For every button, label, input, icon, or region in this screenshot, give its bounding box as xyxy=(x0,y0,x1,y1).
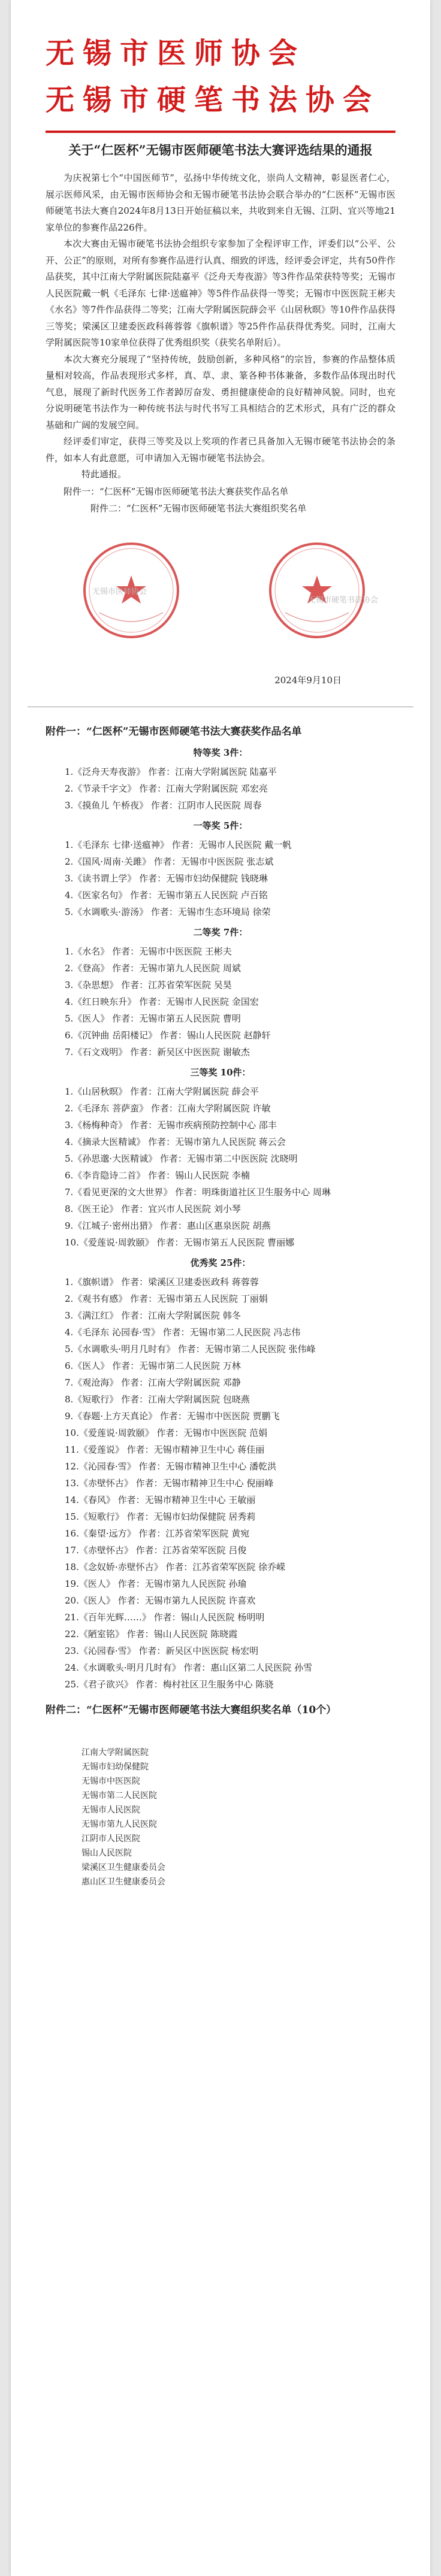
seal-area xyxy=(46,535,395,672)
organization-award-item: 无锡市中医医院 xyxy=(81,1776,140,1786)
notice-paragraph: 本次大赛由无锡市硬笔书法协会组织专家参加了全程评审工作，评委们以“公平、公开、公正”的原则，对所有参赛作品进行认真、细致的评选，经评委会评定，共有50件作品获奖，其中江南大学附属医院陆嘉平《泛舟天寿夜游》等3件作品荣获特等奖；无锡市人民医院戴一帆《毛泽东 七律·送瘟神》等5件作品获得一等奖；无锡市中医医院王彬夫《水名》等7件作品获得二等奖；江南大学附属医院薛会平《山居秋暝》等10件作品获得三等奖；梁溪区卫建委医政科蒋蓉蓉《旗帜谱》等25件作品获得优秀奖。同时，江南大学附属医院等10家单位获得了优秀组织奖（获奖名单附后）。 xyxy=(46,238,395,348)
org-name-line-2: 无锡市硬笔书法协会 xyxy=(46,83,380,117)
header-red-rule xyxy=(46,131,395,133)
seal-caption-1: 无锡市医师协会 xyxy=(92,587,147,596)
award-entry: 7.《石文戏明》 作者：新吴区中医医院 谢敏杰 xyxy=(65,1046,250,1057)
award-entry: 18.《念奴娇·赤壁怀古》 作者：江苏省荣军医院 徐乔嵘 xyxy=(65,1561,286,1572)
award-entry: 5.《水调歌头·明月几时有》 作者：无锡市第二人民医院 张伟峰 xyxy=(65,1343,316,1354)
award-entry: 22.《陋室铭》 作者：锡山人民医院 陈晓霞 xyxy=(65,1628,238,1639)
org-name-line-1: 无锡市医师协会 xyxy=(46,37,306,70)
seal-caption-2: 无锡市硬笔书法协会 xyxy=(308,595,379,605)
award-entry: 7.《看见更深的文大世界》 作者：明珠街道社区卫生服务中心 周琳 xyxy=(65,1186,331,1198)
award-entry: 3.《杨梅种奇》 作者：无锡市疾病预防控制中心 邵丰 xyxy=(65,1119,277,1131)
organization-award-item: 惠山区卫生健康委员会 xyxy=(81,1877,165,1887)
award-entry: 1.《旗帜谱》 作者：梁溪区卫建委医政科 蒋蓉蓉 xyxy=(65,1276,259,1287)
award-entry: 13.《赤壁怀古》 作者：无锡市精神卫生中心 倪丽峰 xyxy=(65,1477,274,1489)
award-entry: 8.《短歌行》 作者：江南大学附属医院 包晓燕 xyxy=(65,1393,250,1405)
award-entry: 4.《医家名句》 作者：无锡市第五人民医院 卢百铭 xyxy=(65,889,268,901)
award-sections xyxy=(46,744,395,1693)
award-entry: 6.《李肯隐诗二首》 作者：锡山人民医院 李楠 xyxy=(65,1169,250,1181)
prize-heading: 特等奖 3件： xyxy=(193,747,248,758)
award-entry: 2.《毛泽东 菩萨蛮》 作者：江南大学附属医院 许敏 xyxy=(65,1102,271,1114)
award-entry: 23.《沁园春·雪》 作者：新吴区中医医院 杨宏明 xyxy=(65,1645,259,1656)
award-entry: 6.《医人》 作者：无锡市第二人民医院 万林 xyxy=(65,1360,241,1371)
notice-date: 2024年9月10日 xyxy=(274,674,342,686)
award-entry: 10.《爱莲说·周敦颐》 作者：无锡市中医医院 范娟 xyxy=(65,1427,268,1438)
award-entry: 12.《沁园春·雪》 作者：无锡市精神卫生中心 潘乾洪 xyxy=(65,1460,277,1472)
notice-paragraph: 本次大赛充分展现了“坚持传统，鼓励创新，多种风格”的宗旨，参赛的作品整体质量相对较高，作品表现形式多样，真、草、隶、篆各种书体兼备，多数作品体现出时代气息，展现了新时代医务工作者踔厉奋发、勇担健康使命的良好精神风貌。同时，也充分说明硬笔书法作为一种传统书法与时代书写工具相结合的艺术形式，具有广泛的群众基础和广阔的发展空间。 xyxy=(46,353,395,431)
award-entry: 7.《观沧海》 作者：江南大学附属医院 邓静 xyxy=(65,1377,241,1388)
prize-heading: 一等奖 5件： xyxy=(193,820,248,831)
organization-award-item: 梁溪区卫生健康委员会 xyxy=(81,1862,165,1872)
award-entry: 15.《短歌行》 作者：无锡市妇幼保健院 居秀莉 xyxy=(65,1511,256,1522)
organization-award-item: 无锡市第二人民医院 xyxy=(81,1790,157,1801)
award-entry: 9.《江城子·密州出猎》 作者：惠山区惠泉医院 胡燕 xyxy=(65,1220,271,1231)
award-entry: 3.《读书谓上学》 作者：无锡市妇幼保健院 钱晓琳 xyxy=(65,872,268,884)
notice-paragraph: 为庆祝第七个“中国医师节”，弘扬中华传统文化，崇尚人文精神，彰显医者仁心，展示医师风采，由无锡市医师协会和无锡市硬笔书法协会联合举办的“仁医杯”无锡市医师硬笔书法大赛自2024年8月13日开始征稿以来，共收到来自无锡、江阴、宜兴等地21家单位的参赛作品226件。 xyxy=(46,172,395,233)
organization-award-item: 江南大学附属医院 xyxy=(81,1747,149,1757)
notice-closing: 特此通报。 xyxy=(81,469,127,480)
award-entry: 2.《国风·周南·关雎》 作者：无锡市中医医院 张志斌 xyxy=(65,856,274,867)
award-entry: 25.《君子欲兴》 作者：梅村社区卫生服务中心 陈骁 xyxy=(65,1678,274,1690)
award-entry: 1.《毛泽东 七律·送瘟神》 作者：无锡市人民医院 戴一帆 xyxy=(65,839,292,850)
award-entry: 5.《水调歌头·游汤》 作者：无锡市生态环境局 徐荣 xyxy=(65,906,271,917)
award-entry: 6.《沉钟曲 岳阳楼记》 作者：锡山人民医院 赵静轩 xyxy=(65,1029,271,1041)
award-entry: 21.《百年光辉……》 作者：锡山人民医院 杨明明 xyxy=(65,1611,265,1623)
award-entry: 9.《春题·上方天真论》 作者：无锡市中医医院 贾鹏飞 xyxy=(65,1410,280,1422)
notice-title: 关于“仁医杯”无锡市医师硬笔书法大赛评选结果的通报 xyxy=(68,143,373,157)
attachment-item: 附件二：“仁医杯”无锡市医师硬笔书法大赛组织奖名单 xyxy=(90,502,307,514)
document-page xyxy=(11,0,430,2576)
appendix-2-title: 附件二：“仁医杯”无锡市医师硬笔书法大赛组织奖名单（10个） xyxy=(46,1704,337,1716)
award-entry: 19.《医人》 作者：无锡市第九人民医院 孙瑜 xyxy=(65,1578,247,1589)
organization-award-list xyxy=(46,1745,395,1889)
notice-paragraph: 经评委们审定，获得三等奖及以上奖项的作者已具备加入无锡市硬笔书法协会的条件，如本人有此意愿，可申请加入无锡市硬笔书法协会。 xyxy=(46,436,395,463)
attachment-item: 附件一：“仁医杯”无锡市医师硬笔书法大赛获奖作品名单 xyxy=(64,486,289,497)
award-entry: 24.《水调歌头·明月几时有》 作者：惠山区第二人民医院 孙雪 xyxy=(65,1662,313,1673)
organization-award-item: 锡山人民医院 xyxy=(81,1848,132,1858)
award-entry: 17.《赤壁怀古》 作者：江苏省荣军医院 吕俊 xyxy=(65,1544,247,1556)
organization-award-item: 江阴市人民医院 xyxy=(81,1833,140,1844)
appendix-1-title: 附件一：“仁医杯”无锡市医师硬笔书法大赛获奖作品名单 xyxy=(46,725,302,738)
award-entry: 4.《摘录大医精诚》 作者：无锡市第九人民医院 蒋云会 xyxy=(65,1136,286,1147)
award-entry: 5.《孙思邈·大医精诚》 作者：无锡市第二中医医院 沈晓明 xyxy=(65,1153,298,1164)
award-entry: 3.《杂思想》 作者：江苏省荣军医院 吴昊 xyxy=(65,979,232,990)
award-entry: 8.《医王论》 作者：宜兴市人民医院 刘小琴 xyxy=(65,1203,241,1214)
calligraphy-association-seal xyxy=(267,541,367,640)
award-entry: 16.《秦望·远方》 作者：江苏省荣军医院 黄宛 xyxy=(65,1528,250,1539)
award-entry: 4.《红日映东升》 作者：无锡市人民医院 金国宏 xyxy=(65,996,259,1007)
award-entry: 5.《医人》 作者：无锡市第五人民医院 曹明 xyxy=(65,1013,241,1024)
award-entry: 3.《满江红》 作者：江南大学附属医院 韩冬 xyxy=(65,1310,241,1321)
prize-heading: 三等奖 10件： xyxy=(190,1066,251,1078)
award-entry: 1.《泛舟天寿夜游》 作者：江南大学附属医院 陆嘉平 xyxy=(65,766,277,777)
award-entry: 1.《水名》 作者：无锡市中医医院 王彬夫 xyxy=(65,945,232,957)
award-entry: 10.《爱莲说·周敦颐》 作者：无锡市第五人民医院 曹丽娜 xyxy=(65,1237,295,1248)
award-entry: 4.《毛泽东 沁园春·雪》 作者：无锡市第二人民医院 冯志伟 xyxy=(65,1326,301,1338)
prize-heading: 优秀奖 25件： xyxy=(190,1257,251,1268)
award-entry: 11.《爱莲说》 作者：无锡市精神卫生中心 蒋佳丽 xyxy=(65,1444,265,1455)
award-entry: 2.《观书有感》 作者：无锡市第五人民医院 丁丽娟 xyxy=(65,1293,268,1304)
award-entry: 14.《春风》 作者：无锡市精神卫生中心 王敏丽 xyxy=(65,1494,256,1505)
organization-award-item: 无锡市妇幼保健院 xyxy=(81,1762,149,1772)
organization-award-item: 无锡市人民医院 xyxy=(81,1805,140,1815)
award-entry: 2.《节录千字文》 作者：江南大学附属医院 邓宏亮 xyxy=(65,783,268,794)
organization-award-item: 无锡市第九人民医院 xyxy=(81,1819,157,1829)
prize-heading: 二等奖 7件： xyxy=(193,926,248,938)
award-entry: 1.《山居秋暝》 作者：江南大学附属医院 薛会平 xyxy=(65,1086,259,1097)
award-entry: 2.《登高》 作者：无锡市第九人民医院 周斌 xyxy=(65,962,241,974)
award-entry: 3.《摸鱼儿 午桥夜》 作者：江阴市人民医院 周春 xyxy=(65,799,262,811)
award-entry: 20.《医人》 作者：无锡市第九人民医院 许喜欢 xyxy=(65,1595,256,1606)
